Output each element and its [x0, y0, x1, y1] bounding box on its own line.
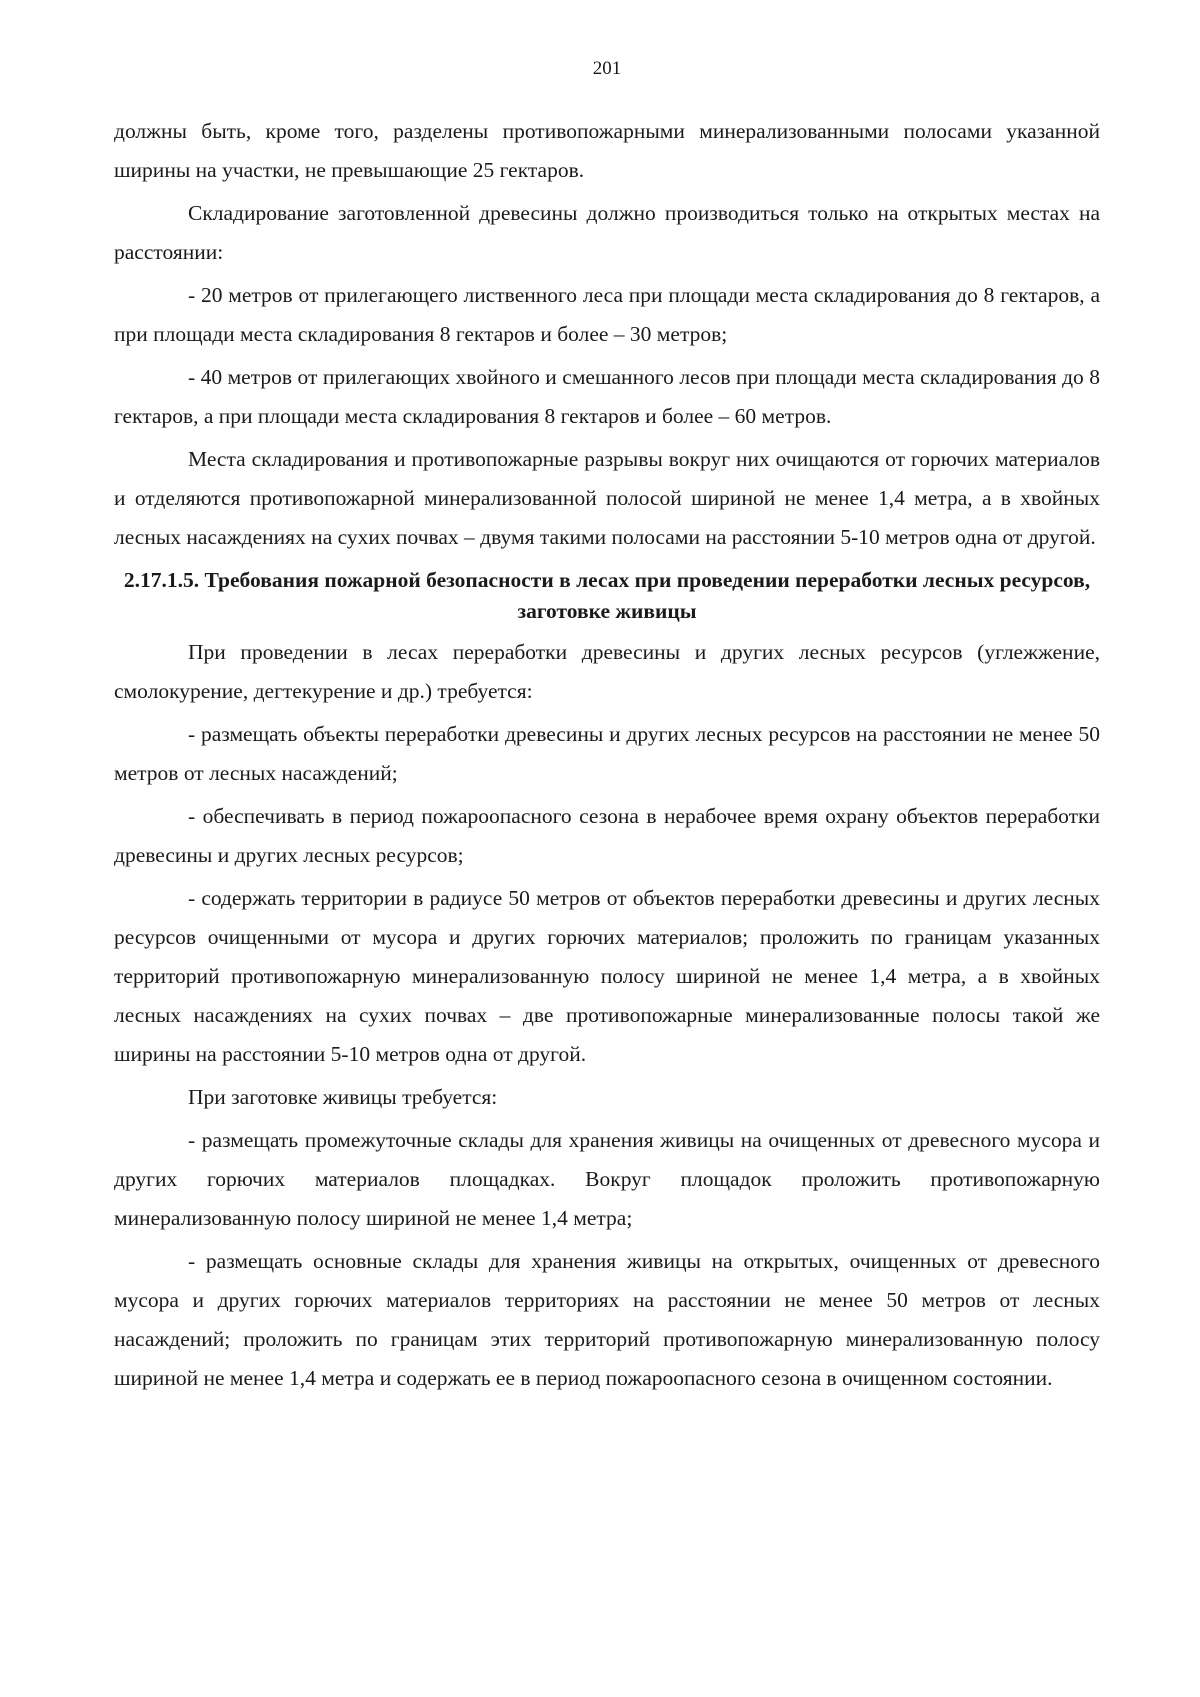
- page-number: 201: [592, 58, 622, 79]
- paragraph: При проведении в лесах переработки древесины и других лесных ресурсов (углежжение, смолокурение, дегтекурение и др.) требуется:: [114, 640, 1100, 703]
- paragraph: Места складирования и противопожарные разрывы вокруг них очищаются от горючих материалов и отделяются противопожарной минерализованной полосой шириной не менее 1,4 метра, а в хвойных лесных насаждениях на сухих почвах – двумя такими полосами на расстоянии 5-10 метров одна от другой.: [114, 447, 1100, 549]
- paragraph: - размещать основные склады для хранения живицы на открытых, очищенных от древесного мусора и других горючих материалов территориях на расстоянии не менее 50 метров от лесных насаждений; проложить по границам этих территорий противопожарную минерализованную полосу шириной не менее 1,4 метра и содержать ее в период пожароопасного сезона в очищенном состоянии.: [114, 1249, 1100, 1390]
- paragraph: - содержать территории в радиусе 50 метров от объектов переработки древесины и других лесных ресурсов очищенными от мусора и других горючих материалов; проложить по границам указанных территорий противопожарную минерализованную полосу шириной не менее 1,4 метра, а в хвойных лесных насаждениях на сухих почвах – две противопожарные минерализованные полосы такой же ширины на расстоянии 5-10 метров одна от другой.: [114, 886, 1100, 1066]
- paragraph: Складирование заготовленной древесины должно производиться только на открытых местах на расстоянии:: [114, 201, 1100, 264]
- section-heading: 2.17.1.5. Требования пожарной безопасности в лесах при проведении переработки лесных ресурсов, заготовке живицы: [123, 568, 1091, 623]
- paragraph: При заготовке живицы требуется:: [188, 1085, 498, 1109]
- document-body: [114, 112, 1100, 1398]
- paragraph: - обеспечивать в период пожароопасного сезона в нерабочее время охрану объектов переработки древесины и других лесных ресурсов;: [114, 804, 1100, 867]
- paragraph: - размещать промежуточные склады для хранения живицы на очищенных от древесного мусора и других горючих материалов площадках. Вокруг площадок проложить противопожарную минерализованную полосу шириной не менее 1,4 метра;: [114, 1128, 1100, 1230]
- paragraph: - 20 метров от прилегающего лиственного леса при площади места складирования до 8 гектаров, а при площади места складирования 8 гектаров и более – 30 метров;: [114, 283, 1100, 346]
- paragraph: - 40 метров от прилегающих хвойного и смешанного лесов при площади места складирования до 8 гектаров, а при площади места складирования 8 гектаров и более – 60 метров.: [114, 365, 1100, 428]
- paragraph: - размещать объекты переработки древесины и других лесных ресурсов на расстоянии не менее 50 метров от лесных насаждений;: [114, 722, 1100, 785]
- paragraph: должны быть, кроме того, разделены противопожарными минерализованными полосами указанной ширины на участки, не превышающие 25 гектаров.: [114, 119, 1100, 182]
